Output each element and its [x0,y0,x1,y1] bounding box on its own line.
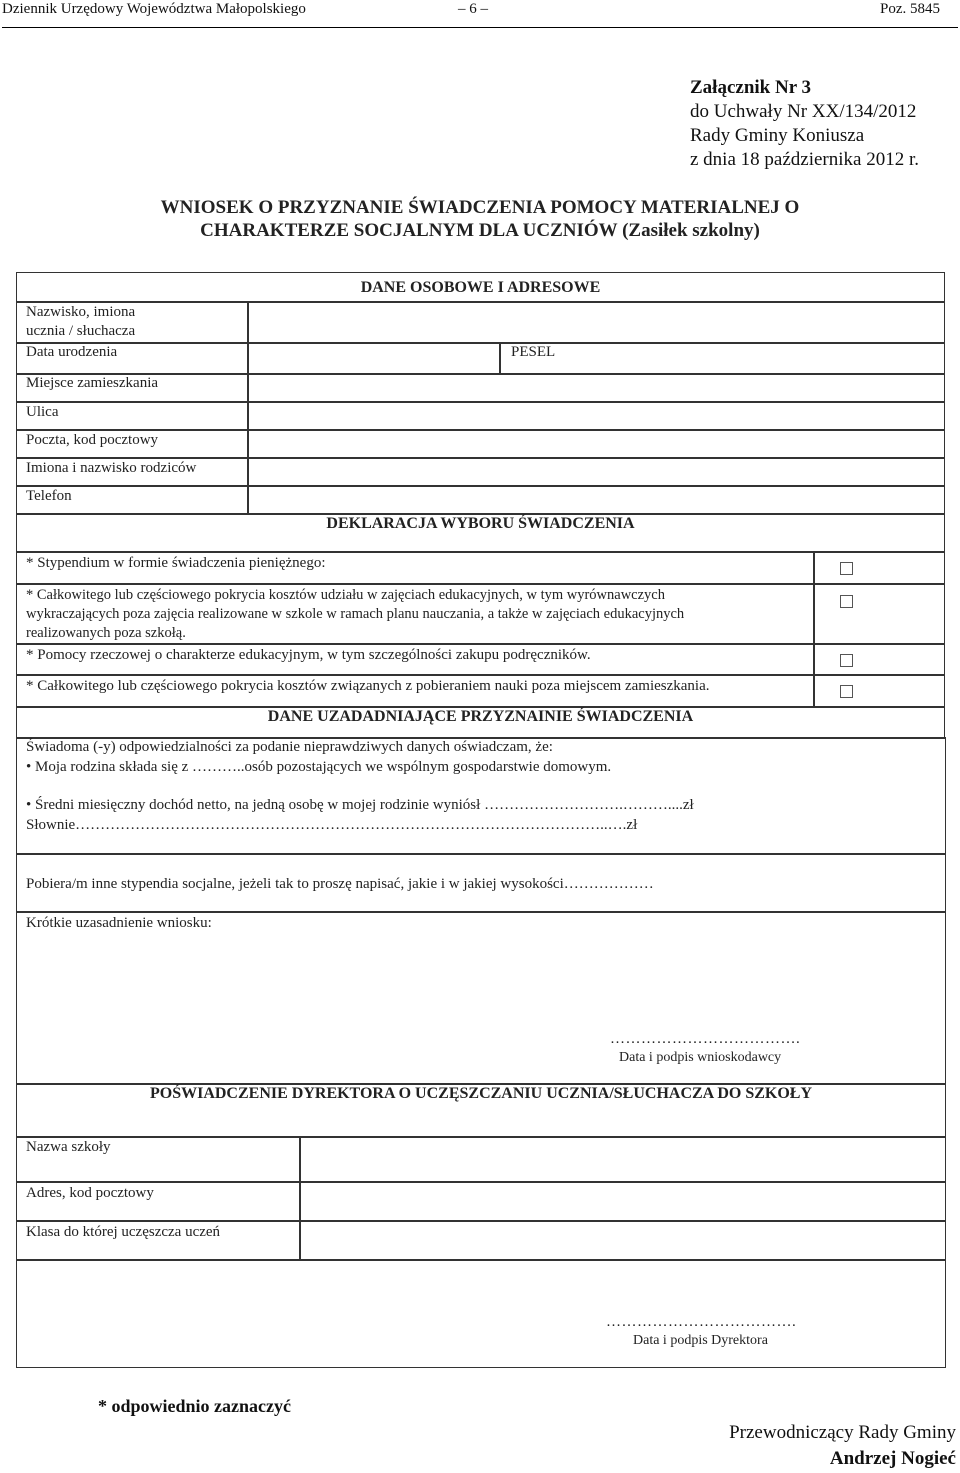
attachment-council: Rady Gminy Koniusza [690,125,865,146]
row-divider [16,911,946,913]
form-title-line2: CHARAKTERZE SOCJALNYM DLA UCZNIÓW (Zasiłek szkolny) [200,220,760,241]
row-divider [16,674,945,676]
option-stipend-checkbox[interactable] [840,562,853,575]
pesel-label: PESEL [511,344,556,360]
school-name-label: Nazwa szkoły [26,1139,111,1155]
row-divider [16,583,945,585]
birth-date-label: Data urodzenia [26,344,118,360]
family-size-statement: • Moja rodzina składa się z ………..osób pozostających we wspólnym gospodarstwie domowym. [26,759,612,775]
declaration-heading: DEKLARACJA WYBORU ŚWIADCZENIA [326,515,635,532]
applicant-signature-label: Data i podpis wnioskodawcy [619,1050,782,1065]
row-divider [16,485,945,487]
row-divider [16,1220,946,1222]
class-label: Klasa do której uczęszcza uczeń [26,1224,221,1240]
signature-block [729,1420,956,1472]
option-material-checkbox[interactable] [840,654,853,667]
income-statement: • Średni miesięczny dochód netto, na jedną osobę w mojej rodzinie wyniósł ……………………….………....zł [26,797,694,813]
director-heading: POŚWIADCZENIE DYREKTORA O UCZĘSZCZANIU UCZNIA/SŁUCHACZA DO SZKOŁY [149,1085,813,1102]
director-signature-label: Data i podpis Dyrektora [633,1333,768,1348]
option-education-checkbox[interactable] [840,595,853,608]
residence-label: Miejsce zamieszkania [26,375,159,391]
position-number: Poz. 5845 [880,1,940,17]
phone-label: Telefon [26,488,72,504]
justification-heading: DANE UZADADNIAJĄCE PRZYZNAINIE ŚWIADCZENIA [267,708,694,725]
postal-label: Poczta, kod pocztowy [26,432,159,448]
awareness-statement: Świadoma (-y) odpowiedzialności za podanie nieprawdziwych danych oświadczam, że: [26,739,553,755]
row-divider [16,1259,946,1261]
personal-data-section [16,272,945,515]
row-divider [16,1181,946,1183]
row-divider [16,1136,946,1138]
col-divider [247,301,249,515]
attachment-resolution: do Uchwały Nr XX/134/2012 [690,101,917,122]
row-divider [16,342,945,344]
row-divider [16,301,945,303]
option-stipend-label: * Stypendium w formie świadczenia pieniężnego: [26,555,326,571]
other-stipends-statement: Pobiera/m inne stypendia socjalne, jeżeli tak to proszę napisać, jakie i w jakiej wysokości……………… [26,876,654,892]
school-address-label: Adres, kod pocztowy [26,1185,154,1201]
parents-label: Imiona i nazwisko rodziców [26,460,197,476]
header-rule [2,27,958,28]
col-divider [499,342,501,374]
option-travel-checkbox[interactable] [840,685,853,698]
col-divider [813,551,815,707]
signature-role: Przewodniczący Rady Gminy [729,1422,956,1443]
row-divider [16,551,945,553]
row-divider [16,643,945,645]
signature-name: Andrzej Nogieć [829,1448,956,1469]
attachment-number: Załącznik Nr 3 [690,77,812,98]
option-education-label: * Całkowitego lub częściowego pokrycia kosztów udziału w zajęciach edukacyjnych, w tym wyrównawczych wykraczających poza zajęcia realizowane w szkole w ramach planu nauczania, a także w zajęciach edukacyjnych realizowanych poza szkołą. [26,587,685,641]
street-label: Ulica [26,404,59,420]
income-in-words: Słownie……………………………………………………………………………………………..….zł [26,817,638,833]
attachment-block [690,76,919,172]
short-justification-label: Krótkie uzasadnienie wniosku: [26,915,212,931]
row-divider [16,401,945,403]
form-title [120,196,840,242]
col-divider [299,1136,301,1260]
option-travel-label: * Całkowitego lub częściowego pokrycia kosztów związanych z pobieraniem nauki poza miejscem zamieszkania. [26,678,710,694]
applicant-signature-line: ………………………………. [610,1031,801,1047]
director-signature-line: ………………………………. [606,1314,797,1330]
row-divider [16,853,946,855]
journal-title: Dziennik Urzędowy Województwa Małopolskiego [2,1,306,17]
page-number: – 6 – [458,1,488,17]
option-material-label: * Pomocy rzeczowej o charakterze edukacyjnym, w tym szczególności zakupu podręczników. [26,647,591,663]
personal-data-heading: DANE OSOBOWE I ADRESOWE [360,279,601,296]
footnote: * odpowiednio zaznaczyć [98,1396,291,1416]
student-name-label: Nazwisko, imiona ucznia / słuchacza [26,304,136,339]
form-title-line1: WNIOSEK O PRZYZNANIE ŚWIADCZENIA POMOCY MATERIALNEJ O [160,197,800,218]
attachment-date: z dnia 18 października 2012 r. [690,149,919,170]
